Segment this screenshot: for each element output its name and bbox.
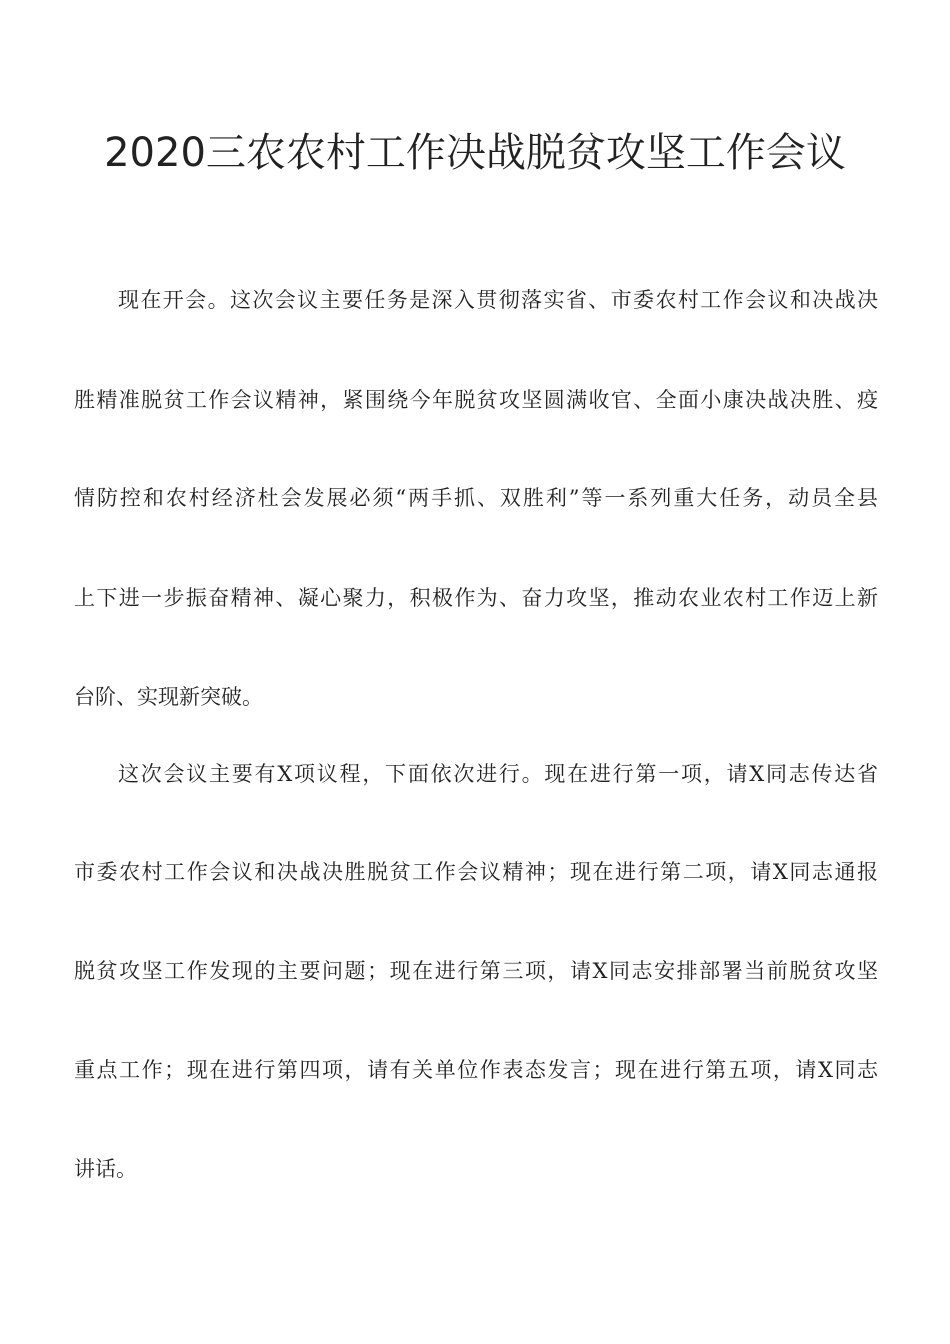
paragraph-1-line-1: 现在开会。这次会议主要任务是深入贯彻落实省、市委农村工作会议和决战决 xyxy=(118,288,878,312)
paragraph-1-line-5: 台阶、实现新突破。 xyxy=(74,685,263,709)
paragraph-2-line-3: 脱贫攻坚工作发现的主要问题；现在进行第三项，请X同志安排部署当前脱贫攻坚 xyxy=(74,959,878,983)
paragraph-2-line-5: 讲话。 xyxy=(74,1157,137,1181)
paragraph-1-line-3: 情防控和农村经济杜会发展必须“两手抓、双胜利”等一系列重大任务，动员全县 xyxy=(74,486,878,510)
paragraph-2-line-1: 这次会议主要有X项议程，下面依次进行。现在进行第一项，请X同志传达省 xyxy=(118,762,878,786)
paragraph-1-line-2: 胜精准脱贫工作会议精神，紧围绕今年脱贫攻坚圆满收官、全面小康决战决胜、疫 xyxy=(74,388,878,412)
document-title: 2020三农农村工作决战脱贫攻坚工作会议 xyxy=(104,130,846,176)
paragraph-2-line-4: 重点工作；现在进行第四项，请有关单位作表态发言；现在进行第五项，请X同志 xyxy=(74,1058,878,1082)
paragraph-2-line-2: 市委农村工作会议和决战决胜脱贫工作会议精神；现在进行第二项，请X同志通报 xyxy=(74,860,878,884)
paragraph-1-line-4: 上下进一步振奋精神、凝心聚力，积极作为、奋力攻坚，推动农业农村工作迈上新 xyxy=(74,586,878,610)
